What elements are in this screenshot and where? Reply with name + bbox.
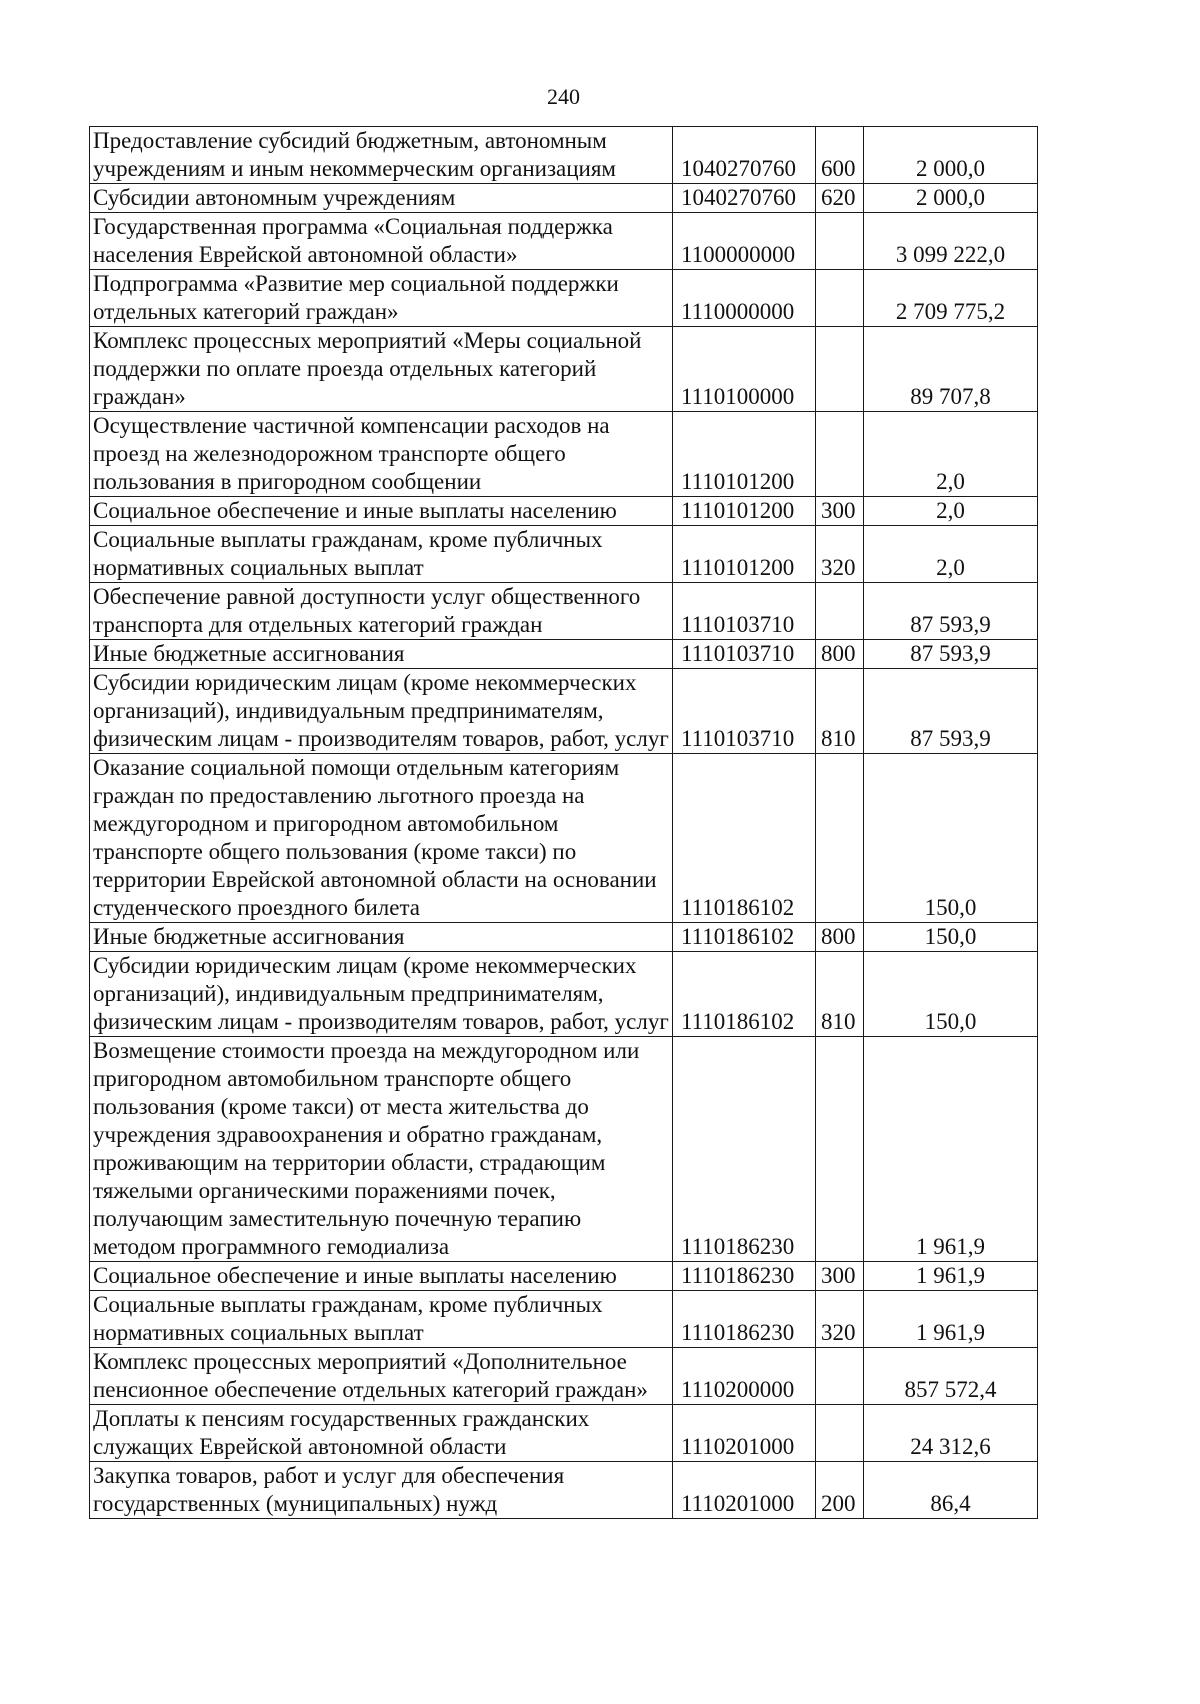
expense-type-cell bbox=[816, 412, 864, 497]
expense-type-cell bbox=[816, 1348, 864, 1405]
expense-type-cell: 320 bbox=[816, 526, 864, 583]
expense-name-cell: Субсидии юридическим лицам (кроме некоммерческих организаций), индивидуальным предпринимателям, физическим лицам - производителям товаров, работ, услуг bbox=[90, 952, 673, 1037]
target-code-cell: 1110186102 bbox=[673, 923, 816, 952]
amount-cell: 1 961,9 bbox=[864, 1291, 1038, 1348]
expense-type-cell bbox=[816, 1405, 864, 1462]
table-row bbox=[90, 754, 1038, 923]
table-row bbox=[90, 412, 1038, 497]
target-code-cell: 1110000000 bbox=[673, 270, 816, 327]
expense-name-cell: Государственная программа «Социальная поддержка населения Еврейской автономной области» bbox=[90, 213, 673, 270]
expense-type-cell: 800 bbox=[816, 923, 864, 952]
target-code-cell: 1110101200 bbox=[673, 497, 816, 526]
expense-type-cell bbox=[816, 1037, 864, 1262]
table-row bbox=[90, 327, 1038, 412]
expense-name-cell: Комплекс процессных мероприятий «Меры социальной поддержки по оплате проезда отдельных категорий граждан» bbox=[90, 327, 673, 412]
target-code-cell: 1110103710 bbox=[673, 640, 816, 669]
target-code-cell: 1110200000 bbox=[673, 1348, 816, 1405]
amount-cell: 24 312,6 bbox=[864, 1405, 1038, 1462]
expense-type-cell: 320 bbox=[816, 1291, 864, 1348]
target-code-cell: 1110186230 bbox=[673, 1291, 816, 1348]
table-row bbox=[90, 1262, 1038, 1291]
expense-type-cell bbox=[816, 583, 864, 640]
expense-name-cell: Иные бюджетные ассигнования bbox=[90, 923, 673, 952]
target-code-cell: 1100000000 bbox=[673, 213, 816, 270]
target-code-cell: 1110186230 bbox=[673, 1262, 816, 1291]
amount-cell: 857 572,4 bbox=[864, 1348, 1038, 1405]
expense-name-cell: Комплекс процессных мероприятий «Дополнительное пенсионное обеспечение отдельных категорий граждан» bbox=[90, 1348, 673, 1405]
amount-cell: 2 000,0 bbox=[864, 127, 1038, 184]
expense-name-cell: Субсидии автономным учреждениям bbox=[90, 184, 673, 213]
table-row bbox=[90, 952, 1038, 1037]
table-row bbox=[90, 270, 1038, 327]
amount-cell: 1 961,9 bbox=[864, 1037, 1038, 1262]
expense-type-cell bbox=[816, 270, 864, 327]
expense-name-cell: Доплаты к пенсиям государственных гражданских служащих Еврейской автономной области bbox=[90, 1405, 673, 1462]
target-code-cell: 1110186102 bbox=[673, 754, 816, 923]
amount-cell: 89 707,8 bbox=[864, 327, 1038, 412]
amount-cell: 150,0 bbox=[864, 923, 1038, 952]
target-code-cell: 1110186102 bbox=[673, 952, 816, 1037]
expense-name-cell: Социальное обеспечение и иные выплаты населению bbox=[90, 497, 673, 526]
expense-name-cell: Социальные выплаты гражданам, кроме публичных нормативных социальных выплат bbox=[90, 526, 673, 583]
table-row bbox=[90, 184, 1038, 213]
expense-type-cell bbox=[816, 327, 864, 412]
expense-name-cell: Предоставление субсидий бюджетным, автономным учреждениям и иным некоммерческим организациям bbox=[90, 127, 673, 184]
table-row bbox=[90, 1037, 1038, 1262]
target-code-cell: 1110201000 bbox=[673, 1462, 816, 1519]
expense-type-cell: 620 bbox=[816, 184, 864, 213]
amount-cell: 2 000,0 bbox=[864, 184, 1038, 213]
table-row bbox=[90, 640, 1038, 669]
amount-cell: 2,0 bbox=[864, 497, 1038, 526]
expense-type-cell: 600 bbox=[816, 127, 864, 184]
amount-cell: 2,0 bbox=[864, 412, 1038, 497]
expense-type-cell: 810 bbox=[816, 952, 864, 1037]
table-row bbox=[90, 923, 1038, 952]
expense-name-cell: Социальные выплаты гражданам, кроме публичных нормативных социальных выплат bbox=[90, 1291, 673, 1348]
target-code-cell: 1040270760 bbox=[673, 184, 816, 213]
expense-name-cell: Иные бюджетные ассигнования bbox=[90, 640, 673, 669]
table-row bbox=[90, 583, 1038, 640]
target-code-cell: 1110186230 bbox=[673, 1037, 816, 1262]
target-code-cell: 1040270760 bbox=[673, 127, 816, 184]
page-number: 240 bbox=[547, 84, 580, 109]
table-row bbox=[90, 669, 1038, 754]
expense-type-cell: 800 bbox=[816, 640, 864, 669]
amount-cell: 2 709 775,2 bbox=[864, 270, 1038, 327]
expense-name-cell: Субсидии юридическим лицам (кроме некоммерческих организаций), индивидуальным предпринимателям, физическим лицам - производителям товаров, работ, услуг bbox=[90, 669, 673, 754]
target-code-cell: 1110103710 bbox=[673, 583, 816, 640]
table-row bbox=[90, 526, 1038, 583]
amount-cell: 1 961,9 bbox=[864, 1262, 1038, 1291]
expense-type-cell bbox=[816, 213, 864, 270]
amount-cell: 3 099 222,0 bbox=[864, 213, 1038, 270]
target-code-cell: 1110103710 bbox=[673, 669, 816, 754]
amount-cell: 87 593,9 bbox=[864, 583, 1038, 640]
target-code-cell: 1110201000 bbox=[673, 1405, 816, 1462]
table-row bbox=[90, 1348, 1038, 1405]
table-row bbox=[90, 213, 1038, 270]
amount-cell: 86,4 bbox=[864, 1462, 1038, 1519]
target-code-cell: 1110101200 bbox=[673, 412, 816, 497]
table-row bbox=[90, 497, 1038, 526]
budget-table-body bbox=[90, 127, 1038, 1519]
amount-cell: 87 593,9 bbox=[864, 669, 1038, 754]
expense-name-cell: Социальное обеспечение и иные выплаты населению bbox=[90, 1262, 673, 1291]
amount-cell: 150,0 bbox=[864, 754, 1038, 923]
table-row bbox=[90, 127, 1038, 184]
expense-name-cell: Оказание социальной помощи отдельным категориям граждан по предоставлению льготного проезда на междугородном и пригородном автомобильном транспорте общего пользования (кроме такси) по территории Еврейской автономной области на основании студенческого проездного билета bbox=[90, 754, 673, 923]
expense-name-cell: Осуществление частичной компенсации расходов на проезд на железнодорожном транспорте общего пользования в пригородном сообщении bbox=[90, 412, 673, 497]
expense-type-cell: 300 bbox=[816, 497, 864, 526]
expense-type-cell: 300 bbox=[816, 1262, 864, 1291]
target-code-cell: 1110100000 bbox=[673, 327, 816, 412]
target-code-cell: 1110101200 bbox=[673, 526, 816, 583]
expense-type-cell bbox=[816, 754, 864, 923]
expense-type-cell: 810 bbox=[816, 669, 864, 754]
amount-cell: 150,0 bbox=[864, 952, 1038, 1037]
expense-name-cell: Закупка товаров, работ и услуг для обеспечения государственных (муниципальных) нужд bbox=[90, 1462, 673, 1519]
table-row bbox=[90, 1462, 1038, 1519]
budget-table bbox=[89, 126, 1038, 1519]
amount-cell: 2,0 bbox=[864, 526, 1038, 583]
table-row bbox=[90, 1291, 1038, 1348]
amount-cell: 87 593,9 bbox=[864, 640, 1038, 669]
expense-name-cell: Обеспечение равной доступности услуг общественного транспорта для отдельных категорий граждан bbox=[90, 583, 673, 640]
expense-name-cell: Возмещение стоимости проезда на междугородном или пригородном автомобильном транспорте общего пользования (кроме такси) от места жительства до учреждения здравоохранения и обратно гражданам, проживающим на территории области, страдающим тяжелыми органическими поражениями почек, получающим заместительную почечную терапию методом программного гемодиализа bbox=[90, 1037, 673, 1262]
table-row bbox=[90, 1405, 1038, 1462]
expense-type-cell: 200 bbox=[816, 1462, 864, 1519]
expense-name-cell: Подпрограмма «Развитие мер социальной поддержки отдельных категорий граждан» bbox=[90, 270, 673, 327]
